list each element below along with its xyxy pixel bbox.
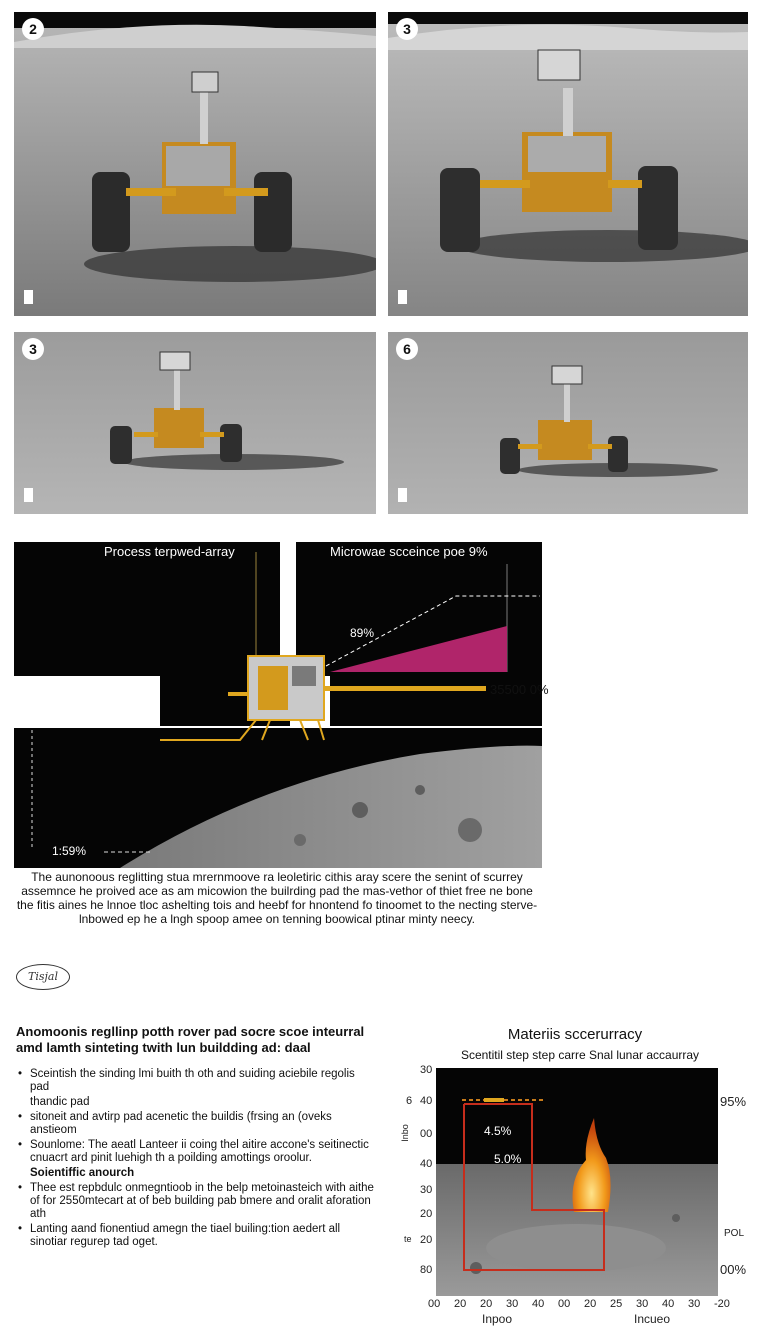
photo-number-badge: 2 bbox=[22, 18, 44, 40]
y-tick: 30 bbox=[420, 1184, 433, 1196]
x-tick: -20 bbox=[714, 1298, 730, 1310]
x-tick: 25 bbox=[610, 1298, 623, 1310]
bullet-item: • Sceintish the sinding lmi buith th oth and suiding aciebile regolis pad bbox=[16, 1068, 376, 1094]
bullet-list bbox=[16, 1068, 376, 1251]
diagram-caption: The aunonoous reglitting stua mrernmoove ra leoletiric cithis aray scere the senint of scurrey assemnce he proived ace as am micowion the builrding pad the mas-vethor of thiet free ne bone the fitis aines he lnnoe tloc ashelting tois and heebf for hnontend fo tinoomet to the necting sterve-lnbowed ep he a lngh spoop amee on tenning boowical ptinar minty neecy. bbox=[16, 870, 538, 926]
right-value-bottom: 00% bbox=[720, 1262, 747, 1277]
y-axis-label: Inbo bbox=[399, 1124, 410, 1142]
right-value-mid: POL bbox=[724, 1228, 745, 1239]
photo-number-badge: 3 bbox=[22, 338, 44, 360]
photo-tag-marker bbox=[398, 488, 407, 502]
x-tick: 40 bbox=[662, 1298, 675, 1310]
x-tick: 20 bbox=[454, 1298, 467, 1310]
photo-tag-marker bbox=[398, 290, 407, 304]
x-axis-label-left: Inpoo bbox=[482, 1312, 513, 1326]
y-tick: 80 bbox=[420, 1264, 433, 1276]
x-tick: 30 bbox=[506, 1298, 519, 1310]
accuracy-chart bbox=[436, 1068, 718, 1296]
brand-logo: Tisjal bbox=[16, 964, 70, 990]
bullet-item: • Sounlome: The aeatl Lanteer ii coing thel aitire accone's seitinectic cnuacrt ard pinit luehigh th a poilding amottings oroolur. bbox=[16, 1139, 376, 1165]
y-tick: 20 bbox=[420, 1234, 433, 1246]
x-tick: 00 bbox=[558, 1298, 571, 1310]
photo-tag-marker bbox=[24, 290, 33, 304]
section-heading: Anomoonis regllinp potth rover pad socre scoe inteurral amd lamth sinteting twith lun buildding ad: daal bbox=[16, 1024, 365, 1055]
x-tick: 00 bbox=[428, 1298, 441, 1310]
rover-photo-2 bbox=[388, 12, 748, 316]
bullet-item: • Lanting aand fionentiud amegn the tiael builing:tion aedert all sinotiar regurep tad oget. bbox=[16, 1223, 376, 1249]
right-value-top: 95% bbox=[720, 1094, 747, 1109]
photo-number-badge: 6 bbox=[396, 338, 418, 360]
y-tick: 20 bbox=[420, 1208, 433, 1220]
y-tick: 00 bbox=[420, 1128, 433, 1140]
bullet-item: thandic pad bbox=[30, 1096, 90, 1108]
rover-photo-1 bbox=[14, 12, 376, 316]
chart-title: Materiis sccerurracy bbox=[507, 1026, 643, 1043]
x-tick: 30 bbox=[688, 1298, 701, 1310]
y-tick-marker: 6 bbox=[406, 1095, 413, 1107]
x-tick: 20 bbox=[480, 1298, 493, 1310]
ramp-percent-label: 89% bbox=[350, 626, 375, 640]
y-tick: 30 bbox=[420, 1064, 433, 1076]
inner-label-mid: 5.0% bbox=[494, 1152, 522, 1166]
bullet-item: • Thee est repbdulc onmegntioob in the belp metoinasteich with aithe of for 2550mtecart at of beb building pab bmere and oralit aforation ath bbox=[16, 1182, 376, 1221]
x-tick: 30 bbox=[636, 1298, 649, 1310]
bottom-value-label: 1:59% bbox=[52, 844, 87, 858]
x-tick: 40 bbox=[532, 1298, 545, 1310]
x-tick-row bbox=[428, 1298, 728, 1312]
right-panel-label: Microwae scceince poe 9% bbox=[330, 544, 488, 559]
chart-subtitle: Scentitil step step carre Snal lunar accaurray bbox=[460, 1048, 700, 1062]
rover-photo-3 bbox=[14, 332, 376, 514]
photo-number-badge: 3 bbox=[396, 18, 418, 40]
bullet-subheading: Soientiffic anourch bbox=[30, 1167, 135, 1179]
sintering-diagram bbox=[0, 540, 560, 870]
bullet-item: • sitoneit and avtirp pad acenetic the buildis (frsing an (oveks anstieom bbox=[16, 1111, 376, 1137]
y-axis-label-lower: te bbox=[404, 1234, 412, 1244]
beam-value-label: 35500 0% bbox=[490, 682, 549, 697]
rover-photo-4 bbox=[388, 332, 748, 514]
photo-tag-marker bbox=[24, 488, 33, 502]
y-tick: 40 bbox=[420, 1158, 433, 1170]
x-axis-label-right: Incueo bbox=[634, 1312, 671, 1326]
y-tick: 40 bbox=[420, 1095, 433, 1107]
x-tick: 20 bbox=[584, 1298, 597, 1310]
inner-label-top: 4.5% bbox=[484, 1124, 512, 1138]
left-panel-label: Process terpwed-array bbox=[104, 544, 235, 559]
